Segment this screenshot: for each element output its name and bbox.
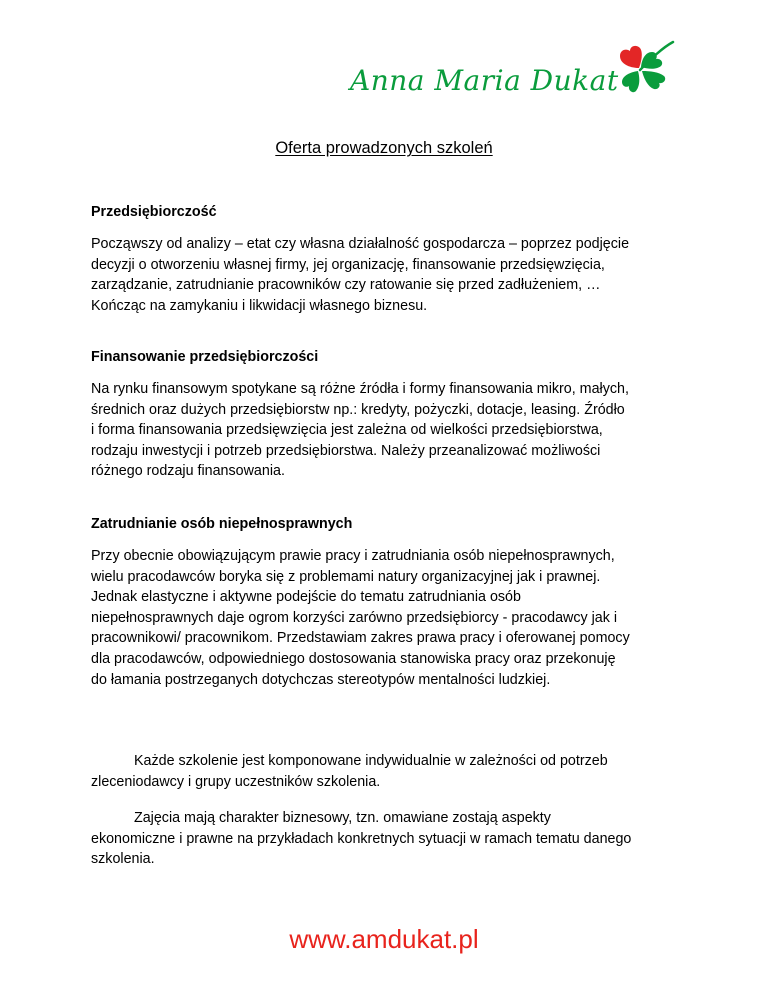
section-paragraph <box>91 546 691 690</box>
section-przedsiebiorczosc <box>91 202 691 316</box>
paragraph-line: Jednak elastyczne i aktywne podejście do tematu zatrudniania osób <box>91 589 521 606</box>
paragraph-line: do łamania postrzeganych dotychczas stereotypów mentalności ludzkiej. <box>91 671 551 688</box>
paragraph-line: rodzaju inwestycji i potrzeb przedsiębiorstwa. Należy przeanalizować możliwości <box>91 442 601 459</box>
paragraph-line: Zajęcia mają charakter biznesowy, tzn. omawiane zostają aspekty <box>134 810 551 826</box>
paragraph-line: Na rynku finansowym spotykane są różne źródła i formy finansowania mikro, małych, <box>91 381 629 397</box>
paragraph-line: zarządzanie, zatrudnianie pracowników czy ratowanie się przed zadłużeniem, … <box>91 277 601 294</box>
paragraph-line: ekonomiczne i prawne na przykładach konkretnych sytuacji w ramach tematu danego <box>91 830 632 847</box>
section-heading: Finansowanie przedsiębiorczości <box>91 349 319 365</box>
section-paragraph <box>91 379 691 482</box>
closing-paragraph <box>91 808 691 870</box>
paragraph-line: wielu pracodawców boryka się z problemami natury organizacyjnej jak i prawnej. <box>91 568 601 585</box>
closing-paragraph <box>91 751 691 792</box>
section-zatrudnianie <box>91 514 691 690</box>
paragraph-line: Przy obecnie obowiązującym prawie pracy i zatrudniania osób niepełnosprawnych, <box>91 548 615 564</box>
clover-leaf <box>642 71 665 89</box>
paragraph-line: pracownikowi/ pracownikom. Przedstawiam zakres prawa pracy i oferowanej pomocy <box>91 630 630 647</box>
paragraph-line: i forma finansowania przedsięwzięcia jest zależna od wielkości przedsiębiorstwa, <box>91 422 603 439</box>
section-paragraph <box>91 234 691 316</box>
paragraph-line: zleceniodawcy i grupy uczestników szkolenia. <box>91 773 381 790</box>
clover-leaf <box>622 71 639 92</box>
paragraph-line: dla pracodawców, odpowiedniego dostosowania stanowiska pracy oraz przekonuję <box>91 650 616 667</box>
paragraph-line: Począwszy od analizy – etat czy własna działalność gospodarcza – poprzez podjęcie <box>91 236 630 252</box>
paragraph-line: szkolenia. <box>91 851 155 868</box>
paragraph-line: średnich oraz dużych przedsiębiorstw np.: kredyty, pożyczki, dotacje, leasing. Źródło <box>91 401 625 418</box>
paragraph-line: Każde szkolenie jest komponowane indywidualnie w zależności od potrzeb <box>134 753 608 769</box>
clover-heart-leaf <box>620 46 642 68</box>
four-leaf-clover-icon <box>606 38 678 100</box>
paragraph-line: niepełnosprawnych daje ogrom korzyści zarówno przedsiębiorcy - pracodawcy jak i <box>91 609 618 626</box>
paragraph-line: różnego rodzaju finansowania. <box>91 463 285 480</box>
logo-text: Anna Maria Dukat <box>350 64 619 97</box>
page-title: Oferta prowadzonych szkoleń <box>275 139 493 157</box>
clover-leaf <box>641 52 662 69</box>
section-heading: Zatrudnianie osób niepełnosprawnych <box>91 516 353 532</box>
section-heading: Przedsiębiorczość <box>91 204 217 220</box>
paragraph-line: Kończąc na zamykaniu i likwidacji własnego biznesu. <box>91 297 428 314</box>
paragraph-line: decyzji o otworzeniu własnej firmy, jej organizację, finansowanie przedsięwzięcia, <box>91 256 605 273</box>
section-finansowanie <box>91 347 691 482</box>
footer-website-link[interactable]: www.amdukat.pl <box>289 924 479 954</box>
